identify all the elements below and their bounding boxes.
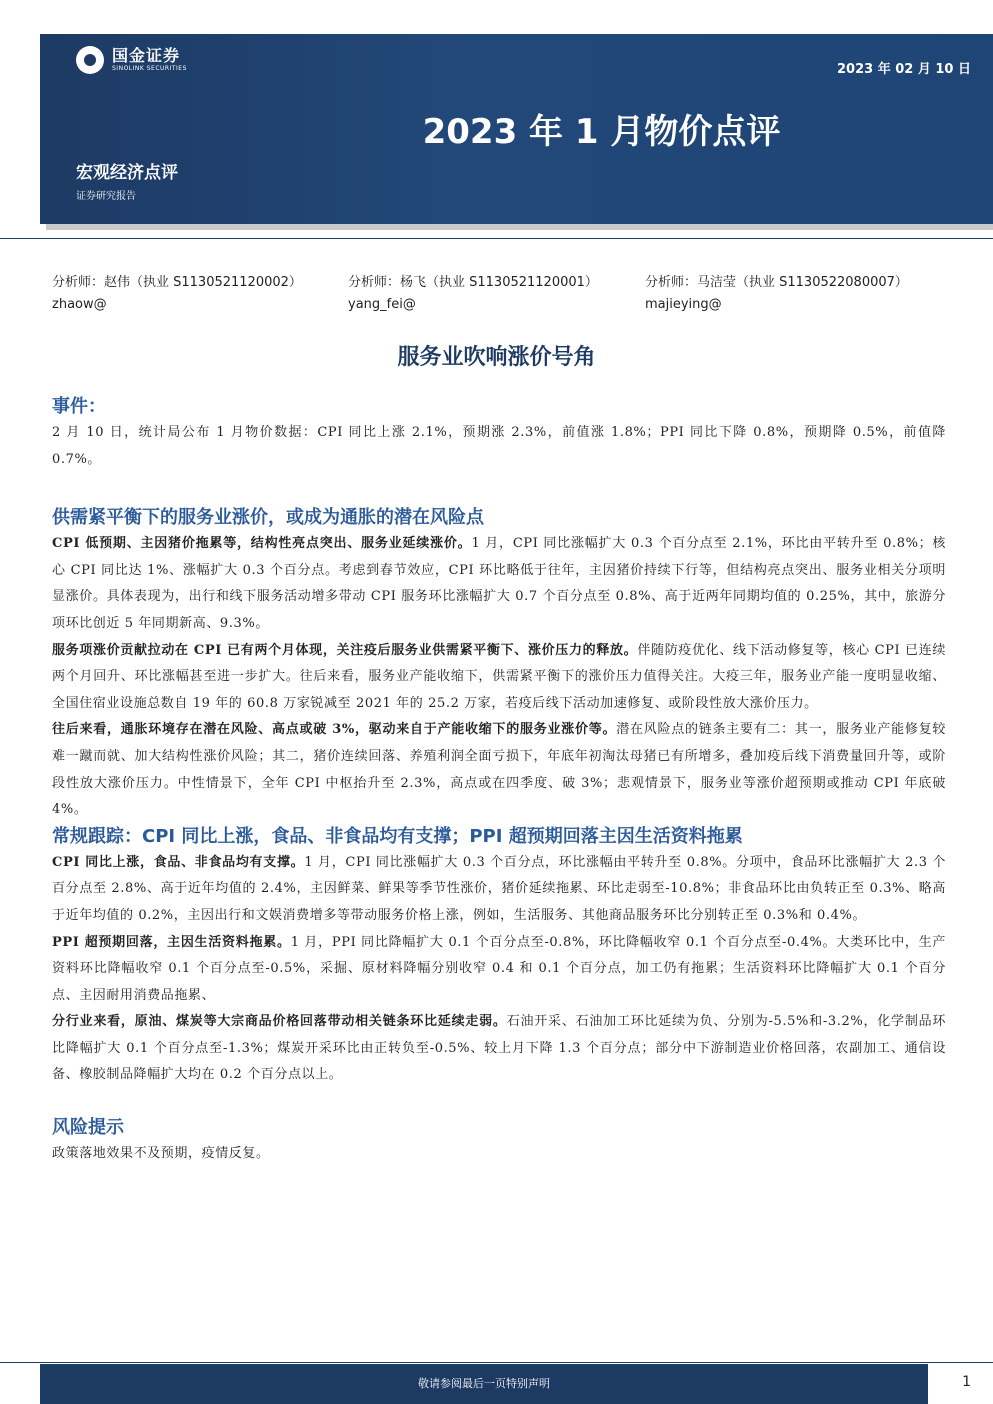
paragraph-lead: PPI 超预期回落，主因生活资料拖累。 [52,934,291,950]
header-divider [0,238,993,239]
company-logo [76,46,187,74]
section-heading: 供需紧平衡下的服务业涨价，或成为通胀的潜在风险点 [52,507,484,529]
analyst-block [645,272,908,316]
logo-name-cn: 国金证券 [112,46,181,65]
paragraph-text: 石油开采、石油加工环比延续为负、分别为-5.5%和-3.2%，化学制品环比降幅扩大 0.1 个百分点至-1.3%；煤炭开采环比由正转负至-0.5%、较上月下降 1.3 个百分点；部分中下游制造业价格回落，农副加工、通信设备、橡胶制品降幅扩大均在 0.2 个百分点以上。 [52,1014,946,1083]
paragraph-lead: 往后来看，通胀环境存在潜在风险、高点或破 3%，驱动来自于产能收缩下的服务业涨价等。 [52,722,617,738]
logo-name-en: SINOLINK SECURITIES [112,65,187,72]
analyst-name: 分析师：马洁莹（执业 S1130522080007） [645,275,908,290]
header-banner [40,34,993,224]
paragraph [52,638,946,718]
event-heading: 事件： [52,396,106,417]
paragraph-text: 1 月，CPI 同比涨幅扩大 0.3 个百分点至 2.1%，环比由平转升至 0.8%；核心 CPI 同比达 1%、涨幅扩大 0.3 个百分点。考虑到春节效应，CPI 环比略低于往年，主因猪价持续下行等，但结构亮点突出、服务业相关分项明显涨价。具体表现为，出行和线下服务活动增多带动 CPI 服务环比涨幅扩大 0.7 个百分点至 0.8%、高于近两年同期均值的 0.25%，其中，旅游分项环比创近 5 年同期新高、9.3%。 [52,536,946,631]
report-title: 2023 年 1 月物价点评 [422,112,781,152]
paragraph [52,717,946,823]
paragraph-text: 潜在风险点的链条主要有二：其一，服务业产能修复较难一蹴而就、加大结构性涨价风险；其二，猪价连续回落、养殖利润全面亏损下，年底年初淘汰母猪已有所增多，叠加疫后线下消费量回升等，或阶段性放大涨价压力。中性情景下，全年 CPI 中枢抬升至 2.3%，高点或在四季度、破 3%；悲观情景下，服务业等涨价超预期或推动 CPI 年底破 4%。 [52,722,947,818]
paragraph-text: 伴随防疫优化、线下活动修复等，核心 CPI 已连续两个月回升、环比涨幅甚至进一步扩大。往后来看，服务业产能收缩下，供需紧平衡下的涨价压力值得关注。大疫三年，服务业产能一度明显收缩、全国住宿业设施总数自 19 年的 60.8 万家锐减至 2021 年的 25.2 万家，若疫后线下活动加速修复、或阶段性放大涨价压力。 [52,642,946,711]
analyst-block [348,272,598,316]
paragraph [52,850,946,930]
analyst-name: 分析师：杨飞（执业 S1130521120001） [348,275,598,290]
paragraph-text: 1 月，CPI 同比涨幅扩大 0.3 个百分点，环比涨幅由平转升至 0.8%。分项中，食品环比涨幅扩大 2.3 个百分点至 2.8%、高于近年均值的 2.4%，主因鲜菜、鲜果等季节性涨价，猪价延续拖累、环比走弱至-10.8%；非食品环比由负转正至 0.3%、略高于近年均值的 0.2%，主因出行和文娱消费增多等带动服务价格上涨，例如，生活服务、其他商品服务环比分别转正至 0.3%和 0.4%。 [52,854,946,923]
paragraph [52,930,946,1010]
analyst-block [52,272,302,316]
analyst-email: yang_fei@ [348,297,416,312]
section-heading: 常规跟踪：CPI 同比上涨，食品、非食品均有支撑；PPI 超预期回落主因生活资料拖累 [52,825,743,847]
paragraph-lead: 服务项涨价贡献拉动在 CPI 已有两个月体现，关注疫后服务业供需紧平衡下、涨价压力的释放。 [52,642,638,658]
report-date: 2023 年 02 月 10 日 [837,62,971,77]
report-series: 宏观经济点评 [76,163,178,183]
report-type: 证券研究报告 [76,191,136,202]
paragraph [52,531,946,637]
report-subtitle: 服务业吹响涨价号角 [397,345,596,370]
analyst-name: 分析师：赵伟（执业 S1130521120002） [52,275,302,290]
footer-notice: 敬请参阅最后一页特别声明 [40,1364,928,1404]
paragraph-lead: CPI 同比上涨，食品、非食品均有支撑。 [52,854,305,870]
risk-paragraph: 政策落地效果不及预期，疫情反复。 [52,1146,270,1162]
event-paragraph: 2 月 10 日，统计局公布 1 月物价数据：CPI 同比上涨 2.1%，预期涨 2.3%，前值涨 1.8%；PPI 同比下降 0.8%，预期降 0.5%，前值降 0.7%。 [52,425,946,467]
page-number: 1 [962,1374,971,1390]
analyst-email: majieying@ [645,297,722,312]
report-body [52,394,946,1168]
paragraph-text: 1 月，PPI 同比降幅扩大 0.1 个百分点至-0.8%，环比降幅收窄 0.1 个百分点至-0.4%。大类环比中，生产资料环比降幅收窄 0.1 个百分点至-0.5%，采掘、原材料降幅分别收窄 0.4 和 0.1 个百分点，加工仍有拖累；生活资料环比降幅扩大 0.1 个百分点、主因耐用消费品拖累、 [52,934,946,1003]
logo-icon [76,46,104,74]
paragraph [52,1009,946,1089]
footer-divider [0,1362,993,1363]
paragraph-lead: CPI 低预期、主因猪价拖累等，结构性亮点突出、服务业延续涨价。 [52,536,472,552]
analyst-email: zhaow@ [52,297,107,312]
paragraph-lead: 分行业来看，原油、煤炭等大宗商品价格回落带动相关链条环比延续走弱。 [52,1014,507,1030]
risk-heading: 风险提示 [52,1117,124,1139]
